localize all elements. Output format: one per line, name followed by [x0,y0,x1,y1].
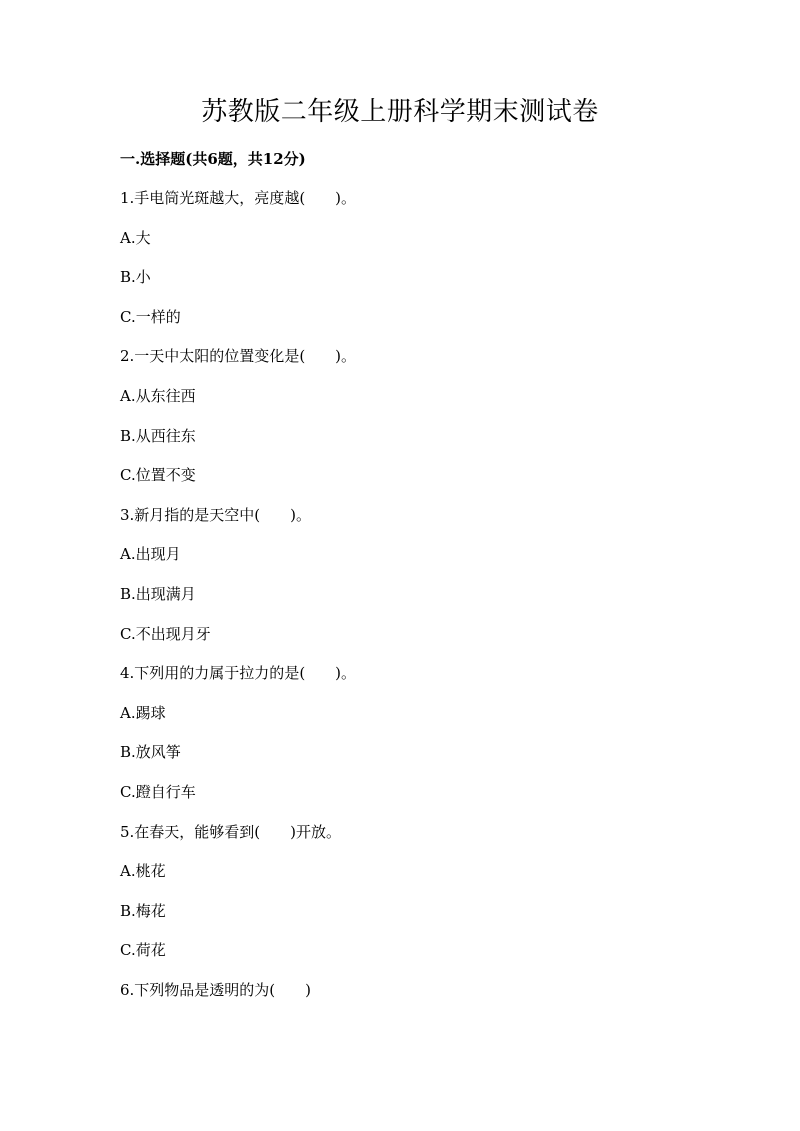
question-stem: 3.新月指的是天空中( )。 [120,506,312,524]
answer-option: B.从西往东 [120,427,196,445]
answer-option: C.荷花 [120,941,166,959]
answer-option: C.一样的 [120,308,181,326]
question-stem: 2.一天中太阳的位置变化是( )。 [120,347,357,365]
question-stem: 5.在春天，能够看到( )开放。 [120,823,342,841]
answer-option: B.放风筝 [120,743,181,761]
answer-option: B.梅花 [120,902,166,920]
answer-option: C.蹬自行车 [120,783,196,801]
answer-option: B.出现满月 [120,585,196,603]
answer-option: A.从东往西 [120,387,196,405]
answer-option: C.不出现月牙 [120,625,211,643]
answer-option: A.大 [120,229,151,247]
section-heading: 一.选择题(共6题，共12分) [120,150,306,168]
answer-option: C.位置不变 [120,466,196,484]
question-stem: 6.下列物品是透明的为( ) [120,981,312,999]
answer-option: A.出现月 [120,545,181,563]
answer-option: A.桃花 [120,862,166,880]
answer-option: B.小 [120,268,151,286]
question-stem: 4.下列用的力属于拉力的是( )。 [120,664,357,682]
page-title: 苏教版二年级上册科学期末测试卷 [201,97,599,127]
answer-option: A.踢球 [120,704,166,722]
question-stem: 1.手电筒光斑越大，亮度越( )。 [120,189,357,207]
